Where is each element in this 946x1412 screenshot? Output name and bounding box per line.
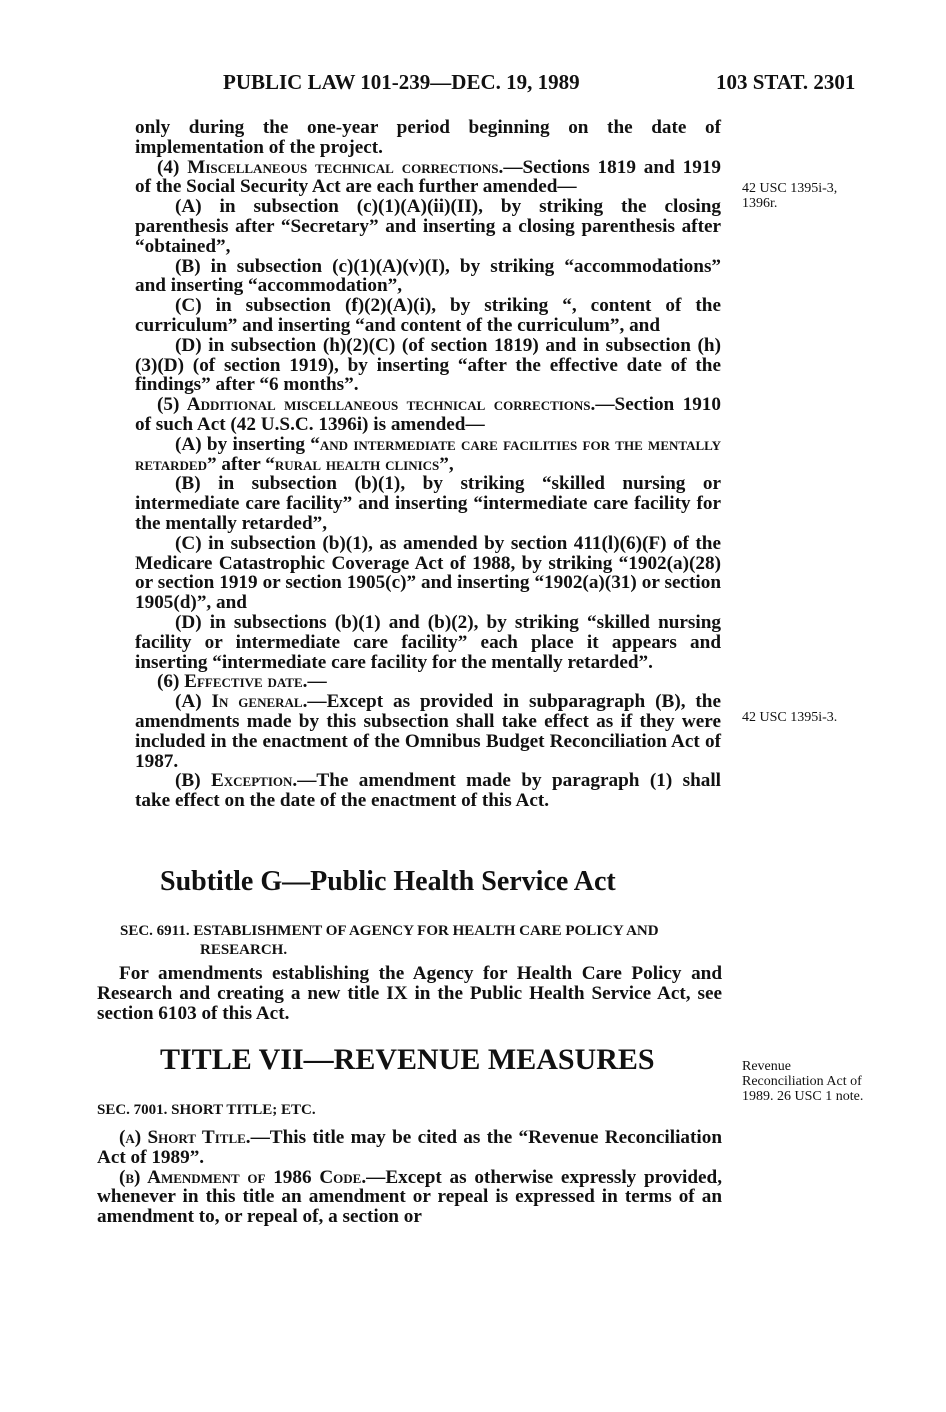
section-6911-text: For amendments establishing the Agency for Health Care Policy and Research and creating a new title IX in the Public Health Service Act, see section 6103 of this Act.: [97, 963, 722, 1024]
subparagraph-6a: (A) In general.—Except as provided in subparagraph (B), the amendments made by this subsection shall take effect as if they were included in the enactment of the Omnibus Budget Reconciliation Act of 1987.: [135, 691, 721, 772]
paragraph-5: (5) Additional miscellaneous technical corrections.—Section 1910 of such Act (42 U.S.C. 1396i) is amended—: [135, 394, 721, 435]
paragraph-4: (4) Miscellaneous technical corrections.—Sections 1819 and 1919 of the Social Security Act are each further amended—: [135, 156, 721, 198]
paragraph: only during the one-year period beginning on the date of implementation of the project.: [135, 117, 721, 158]
subparagraph-5c: (C) in subsection (b)(1), as amended by section 411(l)(6)(F) of the Medicare Catastrophic Coverage Act of 1988, by striking “1902(a)(28) or section 1919 or section 1905(c)” and inserting “1902(a)(31) or section 1905(d)”, and: [135, 532, 721, 614]
running-header-title: PUBLIC LAW 101-239—DEC. 19, 1989: [223, 70, 580, 94]
body-block-1: [135, 118, 721, 811]
section-heading-7001: SEC. 7001. SHORT TITLE; ETC.: [97, 1102, 316, 1118]
margin-note-usc-2: 42 USC 1395i-3.: [742, 710, 838, 725]
subsection-b: (b) Amendment of 1986 Code.—Except as otherwise expressly provided, whenever in this title an amendment or repeal is expressed in terms of an amendment to, or repeal of, a section or: [97, 1166, 722, 1228]
subparagraph-4d: (D) in subsection (h)(2)(C) (of section 1819) and in subsection (h)(3)(D) (of section 1919), by inserting “after the effective date of the findings” after “6 months”.: [135, 334, 721, 396]
subparagraph-5d: (D) in subsections (b)(1) and (b)(2), by striking “skilled nursing facility or intermediate care facility” each place it appears and inserting “intermediate care facility for the mentally retarded”.: [135, 611, 721, 673]
subparagraph-4c: (C) in subsection (f)(2)(A)(i), by striking “, content of the curriculum” and inserting “and content of the curriculum”, and: [135, 295, 721, 336]
subtitle-heading: Subtitle G—Public Health Service Act: [160, 866, 616, 897]
section-7001-body: [97, 1128, 722, 1227]
margin-note-usc-1: 42 USC 1395i-3, 1396r.: [742, 181, 838, 211]
page-number: 103 STAT. 2301: [716, 70, 856, 94]
subparagraph-5a: (A) by inserting “and intermediate care facilities for the mentally retarded” after “rural health clinics”,: [135, 433, 722, 475]
paragraph-6: (6) Effective date.—: [157, 671, 327, 693]
subparagraph-4a: (A) in subsection (c)(1)(A)(ii)(II), by striking the closing parenthesis after “Secretary” and inserting a closing parenthesis after “obtained”,: [135, 196, 721, 257]
subsection-a: (a) Short Title.—This title may be cited as the “Revenue Reconciliation Act of 1989”.: [97, 1127, 723, 1168]
subparagraph-5b: (B) in subsection (b)(1), by striking “skilled nursing or intermediate care facility” and inserting “intermediate care facility for the mentally retarded”,: [135, 473, 721, 534]
section-heading-6911: SEC. 6911. ESTABLISHMENT OF AGENCY FOR HEALTH CARE POLICY AND RESEARCH.: [120, 923, 659, 958]
margin-note-revenue-act: Revenue Reconciliation Act of 1989. 26 USC 1 note.: [742, 1059, 864, 1104]
subparagraph-6b: (B) Exception.—The amendment made by paragraph (1) shall take effect on the date of the enactment of this Act.: [135, 770, 722, 812]
title-heading: TITLE VII—REVENUE MEASURES: [160, 1043, 655, 1076]
subparagraph-4b: (B) in subsection (c)(1)(A)(v)(I), by striking “accommodations” and inserting “accommodation”,: [135, 255, 721, 297]
